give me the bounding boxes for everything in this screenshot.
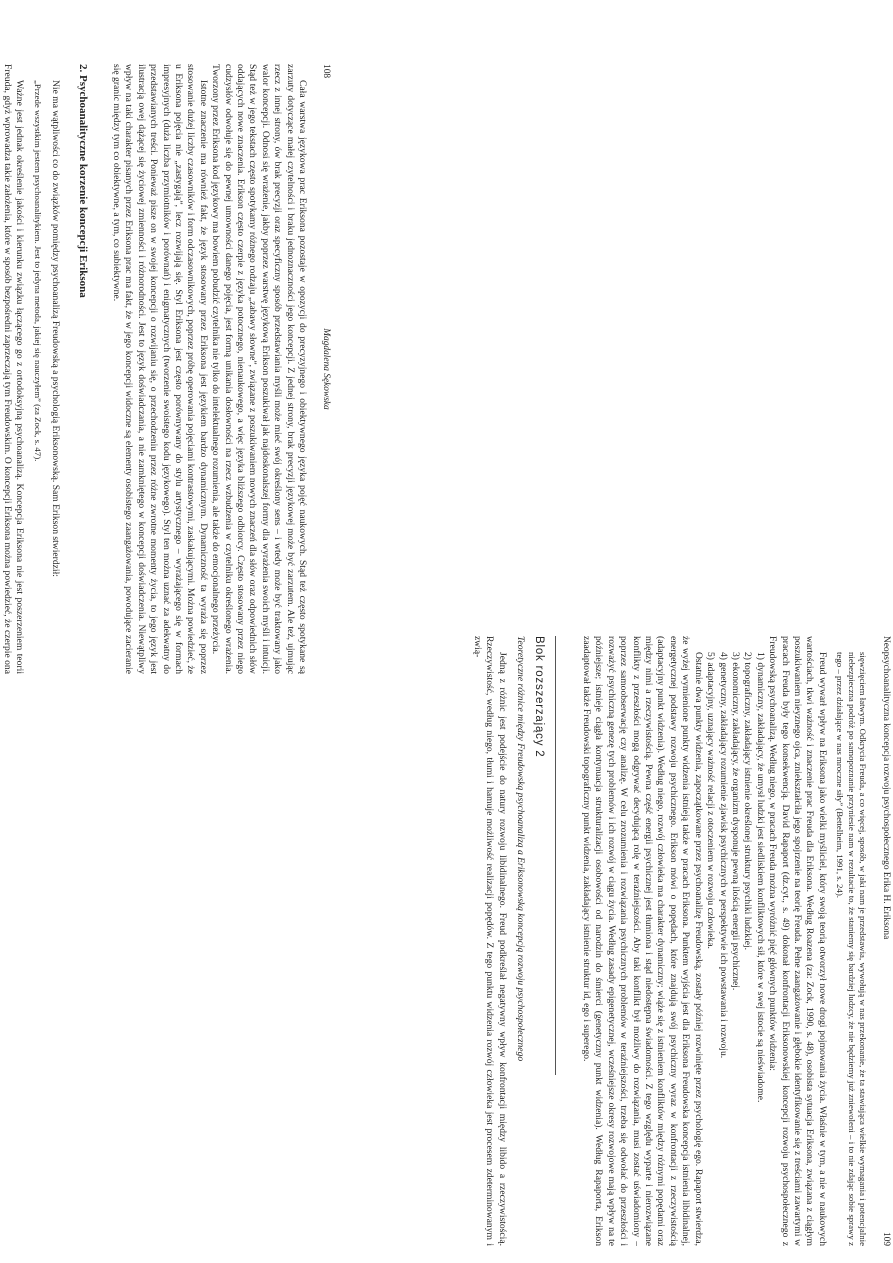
page-number: 108 [321, 64, 331, 79]
box-title: Blok rozszerzający 2 [532, 636, 545, 758]
box-top-rule [555, 636, 556, 1075]
paragraph: Istotne znaczenie ma również fakt, że język stosowany przez Eriksona jest językiem bardzo dynamicznym. Dynamiczność ta wyraża się poprzez stosowanie dużej liczby czasowników i form odczasownikowych, poprzez próbę operowania pojęciami kontrastowymi, zaskakującymi. Można powiedzieć, że u Eriksona pojęcia nie „zastygają”, lecz rozwijają się. Styl Eriksona jest często porównywany do stylu artystycznego – wyrażającego się w formach impresyjnych (duża liczba przymiotników i porównań) i enigmatycznych (tworzenie swoistego kodu językowego). Styl ten można uznać za adekwatny do przedstawianych treści. Ponieważ pisze on w swojej koncepcji o rozwijaniu się, o przechodzeniu przez różne zwrotne momenty życia, to jego język jest ilustracją owej dążącej się życiowej zmienności i różnorodności. Jest to język doświadczania, a nie zamkniętego w koncepcji doświadczenia. Niewątpliwy wpływ na taki charakter pisanych przez Eriksona prac ma fakt, że w jego koncepcji widoczne są elementy osobistego zaangażowania, powodujące zacieranie się granic między tym co obiektywne, a tym, co subiektywne. [110, 64, 209, 674]
left-page [0, 64, 332, 674]
paragraph: Nie ma wątpliwości co do związków pomiędzy psychoanalizą Freudowską a psychologią Eriksonowską. Sam Erikson stwierdził: [50, 80, 62, 577]
paragraph: Cała warstwa językowa prac Eriksona pozostaje w opozycji do precyzyjnego i obiektywnego języka pojęć naukowych. Stąd też często spotykane są zarzuty dotyczące małej czytelności i braku jednoznaczności jego koncepcji. Z jednej strony, brak precyzji językowej może być zarzutem. Ale też, ujmując rzecz z innej strony, ów brak precyzji oraz specyficzny sposób przedstawiania myśli może mieć swój określony sens – i wtedy może być traktowany jako walor koncepcji. Odnosi się wrażenie, jakby poprzez warstwę językową Erikson poszukiwał jak najdoskonalszej formy dla wyrażenia swoich myśli i intuicji. Stąd też w jego tekstach często spotykamy różnego rodzaju „zabawy słowne”, związane z poszukiwaniem nowych znaczeń dla słów oraz odpowiednich słów oddających nowe znaczenia. Erikson często czerpie z języka potocznego, nienaukowego, a więc języka bliższego odbiorcy. Często stosowany przez niego cudzysłów odwołuje się do pewnej umowności danego pojęcia, jest formą unikania dosłowności na rzecz wzbudzenia w czytelniku określonego wrażenia. Tworzony przez Eriksona kod językowy ma bowiem pobudzić czytelnika nie tylko do intelektualnego rozumienia, ale także do emocjonalnego przeżycia. [210, 64, 308, 674]
list-item: 2) topograficzny, zakładający istnienie określonej struktury psychiki ludzkiej. [742, 652, 754, 951]
running-head-title: Neopsychoanalityczna koncepcja rozwoju psychospołecznego Erika H. Eriksona [881, 636, 891, 940]
running-head [318, 64, 332, 674]
section-heading: 2. Psychoanalityczne korzenie koncepcji Eriksona [77, 64, 90, 298]
box-subtitle: Teoretyczne różnice między Freudowską psychoanalizą a Eriksonowską koncepcją rozwoju psychospołecznego [515, 636, 527, 1062]
running-head [878, 636, 892, 1246]
list-item: 3) ekonomiczny, zakładający, że organizm dysponuje pewną ilością energii psychicznej. [729, 652, 741, 991]
paragraph: Ważne jest jednak określenie jakości i kierunku związku łączącego go z ortodoksyjną psychoanalizą. Koncepcja Eriksona nie jest poszerzeniem teorii Freuda, gdyż wprowadza takie założenia, które w sposób bezpośredni zaprzeczają tym Freudowskim. O koncepcji Eriksona można powiedzieć, że czerpie ona [1, 64, 26, 674]
paragraph: Freud wywarł wpływ na Eriksona jako wielki myśliciel, który swoją teorią otworzył nowe drogi pojmowania życia. Właśnie w tym, a nie w naukowych wartościach, tkwi ważność i znaczenie prac Freuda dla Eriksona. Według Roazena (za: Zock, 1990, s. 48), osobista sytuacja Eriksona, związana z ciągłym poszukiwaniem nieyznego ojca, zniekształciła jego spojrzenie na teorię Freuda. Pełne zaangażowanie i głębokie identyfikowanie się z treściami zawartymi w pracach Freuda były tego konsekwencją. David Rapaport (dz.cyt., s. 49) dokonał konfrontacji Eriksonowskiej koncepcji rozwoju psychospołecznego z Freudowską psychoanalizą. Według niego, w pracach Freuda można wyróżnić pięć głównych punktów widzenia: [767, 636, 828, 1246]
block-quote: „Przede wszystkim jestem psychoanalitykiem. Jest to jedyna metoda, jakiej się nauczyłem” (za Zock, s. 47). [32, 80, 43, 462]
box-text: Jedną z różnic jest podejście do natury rozwoju libidinalnego. Freud podkreślał negatywny wpływ konfrontacji między libido a rzeczywistością. Rzeczywistość, według niego, tłumi i hamuje możliwość realizacji popędów. Z tego punktu widzenia rozwój człowieka jest procesem zdeterminowanym i zwią- [472, 636, 508, 1246]
paragraph: Ostatnie dwa punkty widzenia, zapoczątkowane przez psychoanalizę Freudowską, zostały później rozwinięte przez psychologię ego. Rapaport stwierdza, że wyżej wymienione punkty widzenia istnieją także w pracach Eriksona. Punktem wyjścia jest dla Eriksona Freudowska koncepcja istnienia libidinalnej, energetycznej podstawy rozwoju psychicznego. Erikson mówi o popędach, które znajdują swój psychiczny wyraz w konfrontacji z rzeczywistością (adaptacyjny punkt widzenia). Według niego, rozwój człowieka ma charakter dynamiczny; wiąże się z istnieniem konfliktów między różnymi popędami oraz między nimi a rzeczywistością. Pewna część energii psychicznej jest tłumiona i stąd niedostępna świadomości. Z tego względu wyparte i nierozwiązane konflikty z przeszłości mogą odgrywać decydującą rolę w teraźniejszości. Aby taki konflikt był możliwy do rozwiązania, musi zostać uświadomiony – poprzez samoobserwację czy analizę. W celu zrozumienia i rozwiązania psychicznych problemów w teraźniejszości, trzeba się odwołać do przeszłości i rozważyć psychiczną genezę tych problemów i ich rozwój w ciągu życia. Według zasady epigenetycznej, wcześniejsze okresy rozwojowe mają wpływ na te późniejsze; istnieje ciągła kontynuacja strukturalizacji osobowości od narodzin do śmierci (genetyczny punkt widzenia). Według Rapaporta, Erikson zaadaptował także Freudowski topograficzny punkt widzenia, zakładający istnienie struktur id, ego i superego. [581, 636, 704, 1246]
block-quote-continued: sięwzięciem łatwym. Odkrycia Freuda, a co więcej, sposób, w jaki nam je przedstawia, wywołują w nas przekonanie, że ta stawiająca wielkie wymagania i potencjalnie niebezpieczna podróż po samopoznanie przyniesie nam w rezultacie to, że staniemy się bardziej ludzcy, że nie będziemy już zniewoleni – i to nie zdając sobie sprawy z tego – przez działające w nas mroczne siły” (Bettelheim, 1991, s. 24). [835, 652, 868, 1246]
list-item: 5) adaptacyjny, uznający ważność relacji z otoczeniem w rozwoju człowieka. [705, 652, 717, 949]
right-page [452, 636, 892, 1246]
list-item: 4) genetyczny, zakładający rozumienie zjawisk psychicznych w perspektywie ich powstawania i rozwoju. [717, 652, 729, 1059]
list-item: 1) dynamiczny, zakładający, że umysł ludzki jest siedliskiem konfliktowych sił, które w swej istocie są nieświadome. [754, 652, 766, 1103]
running-head-author: Magdalena Sękowska [321, 328, 331, 410]
page-number: 109 [881, 1231, 891, 1246]
